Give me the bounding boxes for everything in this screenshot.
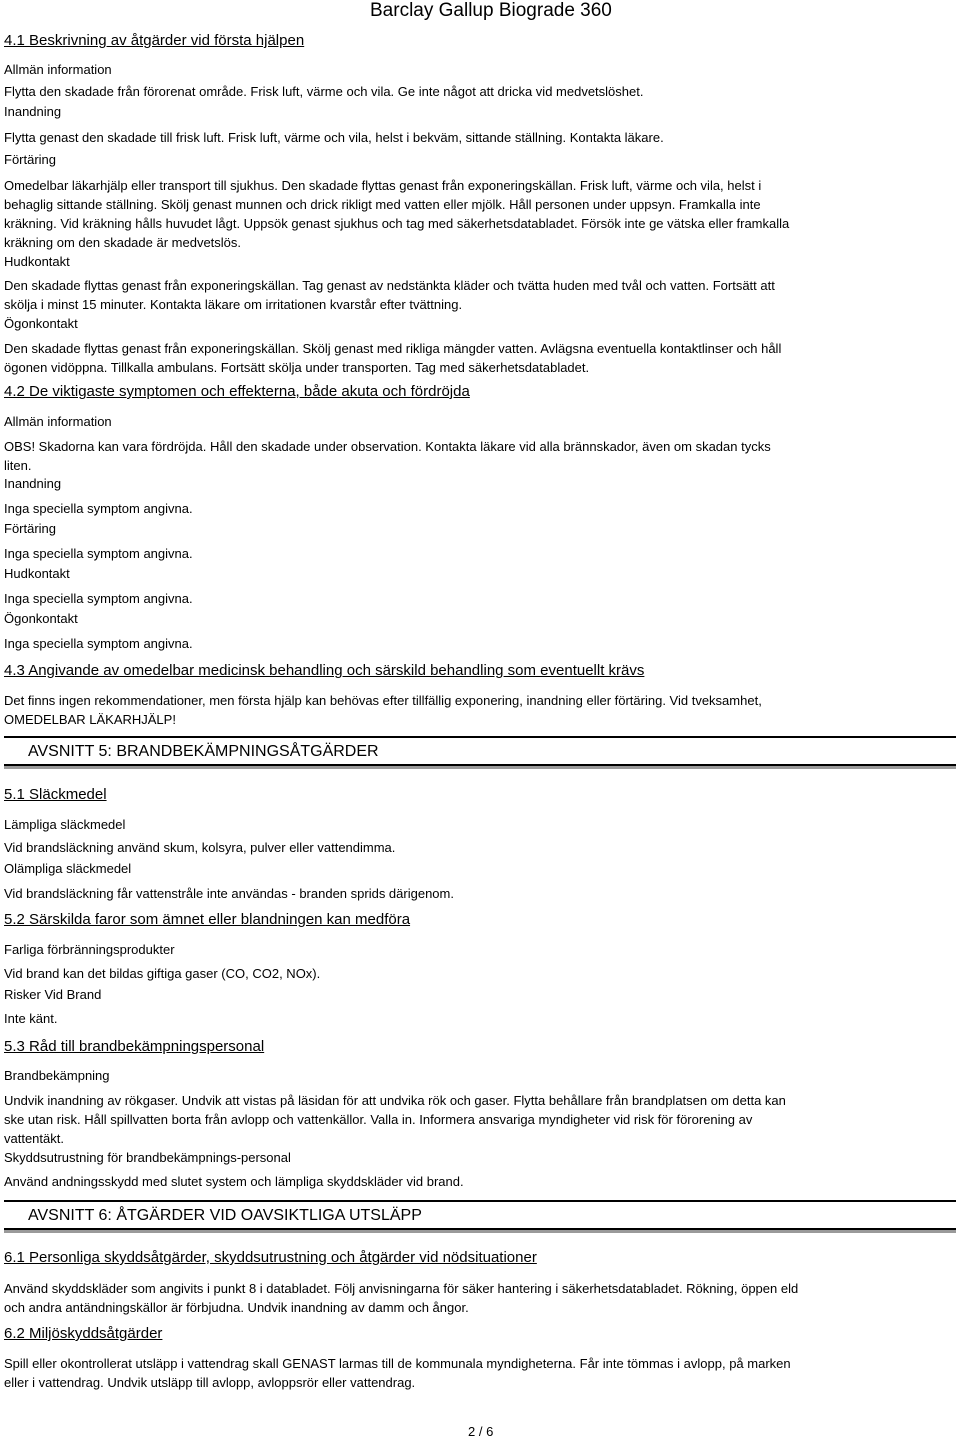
- paragraph: kräkning om den skadade är medvetslös.: [4, 235, 242, 250]
- paragraph: kräkning. Vid kräkning hålls huvudet lågt. Uppsök genast sjukhus och tag med säkerhetsdatabladet. Försök inte ge vätska eller framkalla: [4, 216, 790, 231]
- paragraph: Vid brand kan det bildas giftiga gaser (CO, CO2, NOx).: [4, 966, 321, 981]
- paragraph: Inga speciella symptom angivna.: [4, 501, 193, 516]
- paragraph: OMEDELBAR LÄKARHJÄLP!: [4, 712, 176, 727]
- paragraph: Den skadade flyttas genast från exponeringskällan. Tag genast av nedstänkta kläder och tvätta huden med tvål och vatten. Fortsätt att: [4, 278, 775, 293]
- paragraph: Det finns ingen rekommendationer, men första hjälp kan behövas efter tillfällig exponering, inandning eller förtäring. Vid tveksamhet,: [4, 693, 762, 708]
- paragraph: eller i vattendrag. Undvik utsläpp till avlopp, avloppsrör eller vattendrag.: [4, 1375, 416, 1390]
- paragraph: Inga speciella symptom angivna.: [4, 591, 193, 606]
- label-risker-vid-brand: Risker Vid Brand: [4, 987, 102, 1002]
- section-4-3-heading: 4.3 Angivande av omedelbar medicinsk behandling och särskild behandling som eventuellt krävs: [4, 662, 645, 679]
- paragraph: Flytta genast den skadade till frisk luft. Frisk luft, värme och vila, helst i bekväm, sittande ställning. Kontakta läkare.: [4, 130, 664, 145]
- paragraph: Flytta den skadade från förorenat område. Frisk luft, värme och vila. Ge inte något att dricka vid medvetslöshet.: [4, 84, 644, 99]
- label-allman-information: Allmän information: [4, 62, 112, 77]
- section-6-title: AVSNITT 6: ÅTGÄRDER VID OAVSIKTLIGA UTSLÄPP: [28, 1207, 422, 1224]
- section-4-2-heading: 4.2 De viktigaste symptomen och effekterna, både akuta och fördröjda: [4, 383, 470, 400]
- paragraph: Spill eller okontrollerat utsläpp i vattendrag skall GENAST larmas till de kommunala myndigheterna. Får inte tömmas i avlopp, på marken: [4, 1356, 791, 1371]
- paragraph: behaglig sittande ställning. Skölj genast munnen och drick rikligt med vatten eller mjölk. Håll personen under uppsyn. Framkalla inte: [4, 197, 761, 212]
- section-5-3-heading: 5.3 Råd till brandbekämpningspersonal: [4, 1038, 265, 1055]
- section-4-1-heading: 4.1 Beskrivning av åtgärder vid första hjälpen: [4, 32, 305, 49]
- paragraph: Vid brandsläckning använd skum, kolsyra, pulver eller vattendimma.: [4, 840, 396, 855]
- page-number: 2 / 6: [468, 1424, 494, 1439]
- label-olampliga-slackmedel: Olämpliga släckmedel: [4, 861, 132, 876]
- section-6-2-heading: 6.2 Miljöskyddsåtgärder: [4, 1325, 163, 1342]
- section-5-title: AVSNITT 5: BRANDBEKÄMPNINGSÅTGÄRDER: [28, 743, 379, 760]
- label-ogonkontakt: Ögonkontakt: [4, 316, 78, 331]
- paragraph: vattentäkt.: [4, 1131, 64, 1146]
- label-skyddsutrustning: Skyddsutrustning för brandbekämpnings-personal: [4, 1150, 291, 1165]
- label-hudkontakt: Hudkontakt: [4, 254, 70, 269]
- paragraph: Använd andningsskydd med slutet system och lämpliga skyddskläder vid brand.: [4, 1174, 464, 1189]
- paragraph: Omedelbar läkarhjälp eller transport till sjukhus. Den skadade flyttas genast från exponeringskällan. Frisk luft, värme och vila, helst i: [4, 178, 762, 193]
- paragraph: ögonen vidöppna. Tillkalla ambulans. Fortsätt skölja under transporten. Tag med säkerhetsdatabladet.: [4, 360, 590, 375]
- paragraph: och andra antändningskällor är förbjudna. Undvik inandning av damm och ångor.: [4, 1300, 469, 1315]
- paragraph: Använd skyddskläder som angivits i punkt 8 i databladet. Följ anvisningarna för säker hantering i säkerhetsdatabladet. Rökning, öppen eld: [4, 1281, 799, 1296]
- paragraph: skölja i minst 15 minuter. Kontakta läkare om irritationen kvarstår efter tvättning.: [4, 297, 463, 312]
- label-brandbekampning: Brandbekämpning: [4, 1068, 110, 1083]
- section-6-banner: [4, 1200, 956, 1230]
- paragraph: Undvik inandning av rökgaser. Undvik att vistas på läsidan för att undvika rök och gaser. Flytta behållare från brandplatsen om detta kan: [4, 1093, 786, 1108]
- paragraph: OBS! Skadorna kan vara fördröjda. Håll den skadade under observation. Kontakta läkare vid alla brännskador, även om skadan tycks: [4, 439, 771, 454]
- section-5-banner: [4, 736, 956, 766]
- paragraph: Inte känt.: [4, 1011, 58, 1026]
- paragraph: Den skadade flyttas genast från exponeringskällan. Skölj genast med rikliga mängder vatten. Avlägsna eventuella kontaktlinser och håll: [4, 341, 782, 356]
- paragraph: Vid brandsläckning får vattenstråle inte användas - branden sprids därigenom.: [4, 886, 454, 901]
- paragraph: Inga speciella symptom angivna.: [4, 636, 193, 651]
- label-farliga-forbranningsprodukter: Farliga förbränningsprodukter: [4, 942, 175, 957]
- label-allman-information: Allmän information: [4, 414, 112, 429]
- label-fortaring: Förtäring: [4, 152, 57, 167]
- label-ogonkontakt: Ögonkontakt: [4, 611, 78, 626]
- paragraph: liten.: [4, 458, 32, 473]
- section-6-1-heading: 6.1 Personliga skyddsåtgärder, skyddsutrustning och åtgärder vid nödsituationer: [4, 1249, 537, 1266]
- paragraph: ske utan risk. Håll spillvatten borta från avlopp och vattenkällor. Valla in. Informera ansvariga myndigheter vid risk för förorening av: [4, 1112, 753, 1127]
- label-fortaring: Förtäring: [4, 521, 57, 536]
- label-inandning: Inandning: [4, 476, 62, 491]
- paragraph: Inga speciella symptom angivna.: [4, 546, 193, 561]
- section-5-2-heading: 5.2 Särskilda faror som ämnet eller blandningen kan medföra: [4, 911, 411, 928]
- document-header-title: Barclay Gallup Biograde 360: [370, 0, 612, 21]
- label-hudkontakt: Hudkontakt: [4, 566, 70, 581]
- label-inandning: Inandning: [4, 104, 62, 119]
- section-5-1-heading: 5.1 Släckmedel: [4, 786, 107, 803]
- label-lampliga-slackmedel: Lämpliga släckmedel: [4, 817, 126, 832]
